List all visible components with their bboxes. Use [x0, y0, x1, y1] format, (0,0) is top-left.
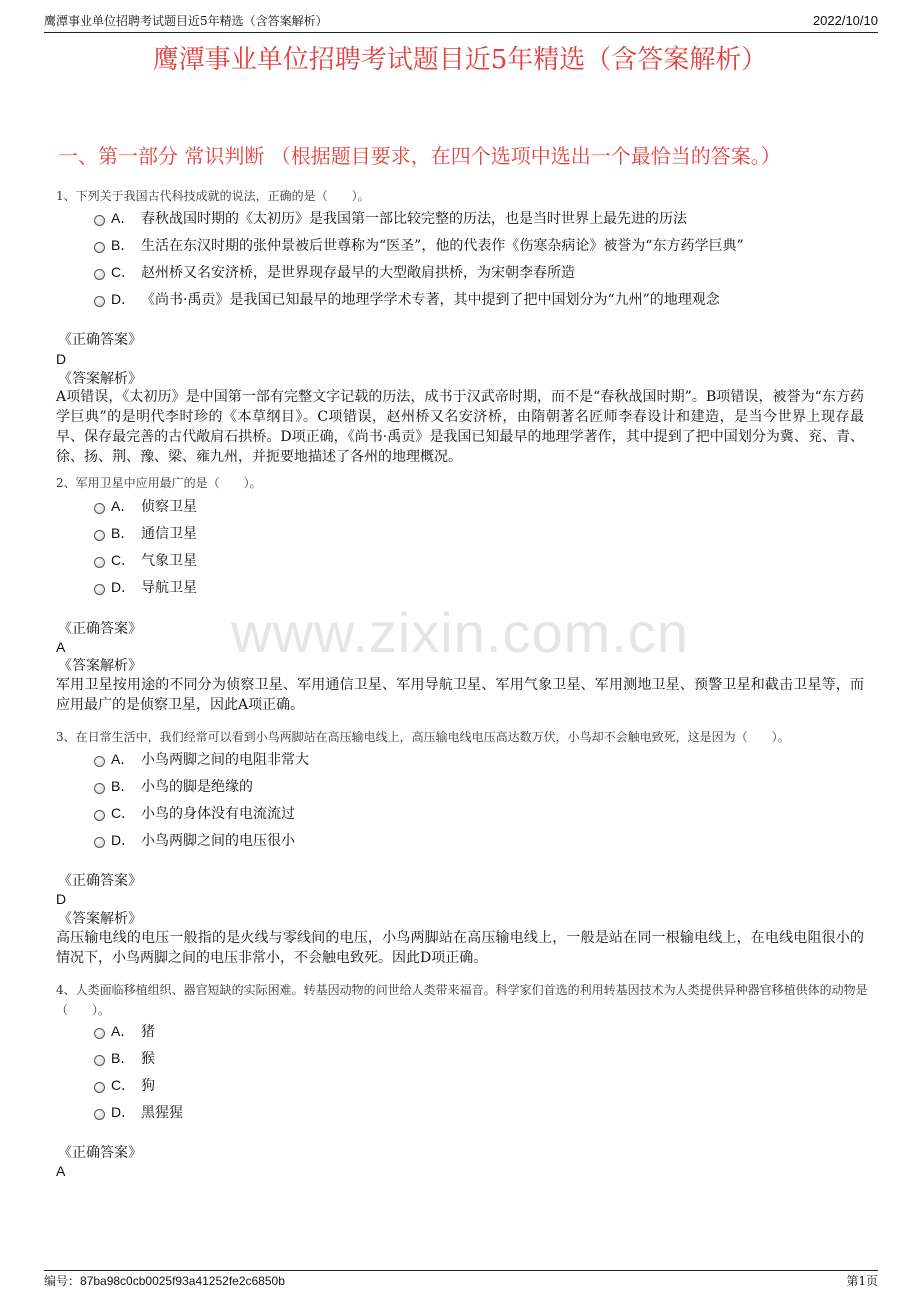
- question-4-stem: 4、人类面临移植组织、器官短缺的实际困难。转基因动物的问世给人类带来福音。科学家们首选的利用转基因技术为人类提供异种器官移植供体的动物是（ ）。: [56, 983, 868, 1017]
- question-4-option-d[interactable]: [94, 1102, 183, 1123]
- radio-icon[interactable]: [94, 557, 105, 568]
- footer-code-value: 87ba98c0cb0025f93a41252fe2c6850b: [80, 1274, 285, 1288]
- watermark: www.zixin.com.cn: [231, 601, 689, 664]
- radio-icon[interactable]: [94, 269, 105, 280]
- correct-answer-label: 《正确答案》: [58, 621, 142, 637]
- document-title: 鹰潭事业单位招聘考试题目近5年精选（含答案解析）: [152, 45, 768, 75]
- option-letter: C．: [111, 1077, 136, 1093]
- option-text: 通信卫星: [141, 526, 197, 542]
- radio-icon[interactable]: [94, 837, 105, 848]
- option-letter: D．: [111, 579, 136, 595]
- option-letter: B．: [111, 237, 135, 253]
- option-text: 猪: [141, 1024, 155, 1040]
- option-text: 导航卫星: [141, 580, 197, 596]
- correct-answer-label: 《正确答案》: [58, 332, 142, 348]
- question-4-answer: A: [56, 1163, 66, 1179]
- question-1-stem: 1、下列关于我国古代科技成就的说法，正确的是（ ）。: [56, 189, 370, 203]
- option-letter: C．: [111, 264, 136, 280]
- option-text: 小鸟的身体没有电流流过: [141, 806, 295, 822]
- radio-icon[interactable]: [94, 242, 105, 253]
- question-2-answer: A: [56, 639, 66, 655]
- option-text: 小鸟的脚是绝缘的: [141, 779, 253, 795]
- question-1-option-a[interactable]: [94, 208, 687, 229]
- section-title: 一、第一部分 常识判断 （根据题目要求，在四个选项中选出一个最恰当的答案。）: [58, 144, 781, 168]
- option-letter: C．: [111, 805, 136, 821]
- header-date: 2022/10/10: [812, 13, 878, 28]
- option-letter: A．: [111, 1023, 135, 1039]
- question-2-analysis: 军用卫星按用途的不同分为侦察卫星、军用通信卫星、军用导航卫星、军用气象卫星、军用测地卫星、预警卫星和截击卫星等，而应用最广的是侦察卫星，因此A项正确。: [56, 677, 864, 713]
- option-letter: D．: [111, 1104, 136, 1120]
- question-1-answer: D: [56, 351, 67, 367]
- question-4-option-b[interactable]: [94, 1048, 155, 1069]
- question-1-option-c[interactable]: [94, 262, 575, 283]
- option-text: 生活在东汉时期的张仲景被后世尊称为“医圣”，他的代表作《伤寒杂病论》被誉为“东方药学巨典”: [141, 238, 744, 254]
- option-letter: A．: [111, 751, 135, 767]
- page-header: [44, 12, 878, 33]
- question-3-option-b[interactable]: [94, 776, 253, 797]
- option-text: 侦察卫星: [141, 499, 197, 515]
- page-footer: [44, 1270, 878, 1288]
- question-3-option-a[interactable]: [94, 749, 309, 770]
- question-4-option-c[interactable]: [94, 1075, 155, 1096]
- option-letter: A．: [111, 210, 135, 226]
- footer-page-number: 第1页: [846, 1274, 878, 1288]
- correct-answer-label: 《正确答案》: [58, 873, 142, 889]
- radio-icon[interactable]: [94, 756, 105, 767]
- question-2-option-b[interactable]: [94, 523, 197, 544]
- question-1-option-b[interactable]: [94, 235, 744, 256]
- radio-icon[interactable]: [94, 584, 105, 595]
- question-4-option-a[interactable]: [94, 1021, 155, 1042]
- option-text: 赵州桥又名安济桥，是世界现存最早的大型敞肩拱桥，为宋朝李春所造: [141, 265, 575, 281]
- radio-icon[interactable]: [94, 810, 105, 821]
- option-text: 春秋战国时期的《太初历》是我国第一部比较完整的历法，也是当时世界上最先进的历法: [141, 211, 687, 227]
- radio-icon[interactable]: [94, 215, 105, 226]
- radio-icon[interactable]: [94, 503, 105, 514]
- option-text: 黑猩猩: [141, 1105, 183, 1121]
- footer-code: [44, 1272, 285, 1290]
- option-letter: C．: [111, 552, 136, 568]
- radio-icon[interactable]: [94, 783, 105, 794]
- radio-icon[interactable]: [94, 1028, 105, 1039]
- correct-answer-label: 《正确答案》: [58, 1145, 142, 1161]
- question-2-option-c[interactable]: [94, 550, 197, 571]
- analysis-label: 《答案解析》: [58, 371, 142, 387]
- option-letter: B．: [111, 778, 135, 794]
- radio-icon[interactable]: [94, 530, 105, 541]
- option-text: 《尚书·禹贡》是我国已知最早的地理学学术专著，其中提到了把中国划分为“九州”的地理观念: [141, 292, 720, 308]
- option-letter: B．: [111, 525, 135, 541]
- question-3-option-d[interactable]: [94, 830, 295, 851]
- option-letter: B．: [111, 1050, 135, 1066]
- option-letter: A．: [111, 498, 135, 514]
- option-letter: D．: [111, 832, 136, 848]
- analysis-label: 《答案解析》: [58, 658, 142, 674]
- question-2-option-a[interactable]: [94, 496, 197, 517]
- header-doc-title: 鹰潭事业单位招聘考试题目近5年精选（含答案解析）: [44, 14, 328, 28]
- option-text: 气象卫星: [141, 553, 197, 569]
- question-3-analysis: 高压输电线的电压一般指的是火线与零线间的电压，小鸟两脚站在高压输电线上，一般是站在同一根输电线上，在电线电阻很小的情况下，小鸟两脚之间的电压非常小，不会触电致死。因此D项正确。: [56, 930, 864, 966]
- option-text: 狗: [141, 1078, 155, 1094]
- question-3-stem: 3、在日常生活中，我们经常可以看到小鸟两脚站在高压输电线上，高压输电线电压高达数万伏，小鸟却不会触电致死，这是因为（ ）。: [56, 730, 790, 744]
- radio-icon[interactable]: [94, 1055, 105, 1066]
- option-text: 猴: [141, 1051, 155, 1067]
- option-letter: D．: [111, 291, 136, 307]
- question-1-option-d[interactable]: [94, 289, 720, 310]
- question-1-analysis: A项错误，《太初历》是中国第一部有完整文字记载的历法，成书于汉武帝时期，而不是“春秋战国时期”。B项错误，被誉为“东方药学巨典”的是明代李时珍的《本草纲目》。C项错误，赵州桥又名安济桥，由隋朝著名匠师李春设计和建造，是当今世界上现存最早、保存最完善的古代敞肩石拱桥。D项正确，《尚书·禹贡》是我国已知最早的地理学著作，其中提到了把中国划分为冀、兖、青、徐、扬、荆、豫、梁、雍九州，并扼要地描述了各州的地理概况。: [56, 389, 864, 465]
- radio-icon[interactable]: [94, 1082, 105, 1093]
- question-2-option-d[interactable]: [94, 577, 197, 598]
- option-text: 小鸟两脚之间的电阻非常大: [141, 752, 309, 768]
- radio-icon[interactable]: [94, 1109, 105, 1120]
- option-text: 小鸟两脚之间的电压很小: [141, 833, 295, 849]
- analysis-label: 《答案解析》: [58, 911, 142, 927]
- question-2-stem: 2、军用卫星中应用最广的是（ ）。: [56, 476, 262, 490]
- footer-code-label: 编号：: [44, 1274, 81, 1288]
- question-3-answer: D: [56, 891, 67, 907]
- question-3-option-c[interactable]: [94, 803, 295, 824]
- radio-icon[interactable]: [94, 296, 105, 307]
